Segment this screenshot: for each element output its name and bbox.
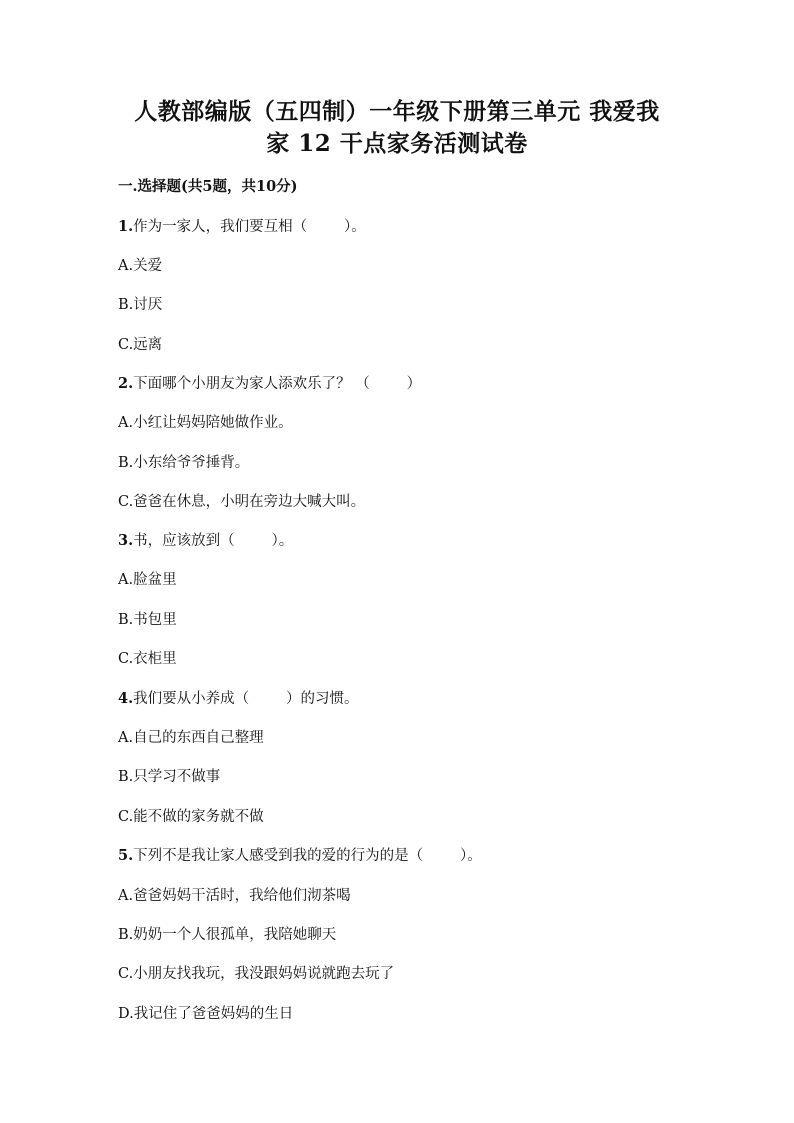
question-1 <box>118 216 366 238</box>
option-3a: A.脸盆里 <box>118 572 177 588</box>
option-2a: A.小红让妈妈陪她做作业。 <box>118 415 293 431</box>
option-5d: D.我记住了爸爸妈妈的生日 <box>118 1006 294 1022</box>
question-number: 5. <box>118 847 134 864</box>
question-5 <box>118 845 482 867</box>
option-5c: C.小朋友找我玩，我没跟妈妈说就跑去玩了 <box>118 966 395 982</box>
question-2 <box>118 373 421 395</box>
question-number: 3. <box>118 532 134 549</box>
question-3 <box>118 530 293 552</box>
option-1a: A.关爱 <box>118 258 163 274</box>
question-text: 我们要从小养成（ ）的习惯。 <box>133 691 359 707</box>
option-4c: C.能不做的家务就不做 <box>118 809 264 825</box>
section-heading: 一.选择题(共5题，共10分) <box>118 178 298 195</box>
option-2b: B.小东给爷爷捶背。 <box>118 455 250 471</box>
question-text: 下列不是我让家人感受到我的爱的行为的是（ ）。 <box>133 848 482 864</box>
option-1c: C.远离 <box>118 337 163 353</box>
question-number: 2. <box>118 375 134 392</box>
question-text: 书，应该放到（ ）。 <box>133 533 294 549</box>
question-text: 作为一家人，我们要互相（ ）。 <box>133 219 366 235</box>
option-2c: C.爸爸在休息，小明在旁边大喊大叫。 <box>118 494 366 510</box>
question-text: 下面哪个小朋友为家人添欢乐了？ （ ） <box>133 376 422 392</box>
option-5a: A.爸爸妈妈干活时，我给他们沏茶喝 <box>118 888 351 904</box>
option-1b: B.讨厌 <box>118 297 163 313</box>
option-4a: A.自己的东西自己整理 <box>118 730 264 746</box>
option-4b: B.只学习不做事 <box>118 769 221 785</box>
question-4 <box>118 688 359 710</box>
question-number: 1. <box>118 218 134 235</box>
document-title-line-2: 家 12 干点家务活测试卷 <box>266 130 528 157</box>
option-5b: B.奶奶一个人很孤单，我陪她聊天 <box>118 927 337 943</box>
document-title-line-1: 人教部编版（五四制）一年级下册第三单元 我爱我 <box>134 98 660 125</box>
question-number: 4. <box>118 690 134 707</box>
option-3b: B.书包里 <box>118 612 177 628</box>
option-3c: C.衣柜里 <box>118 651 177 667</box>
